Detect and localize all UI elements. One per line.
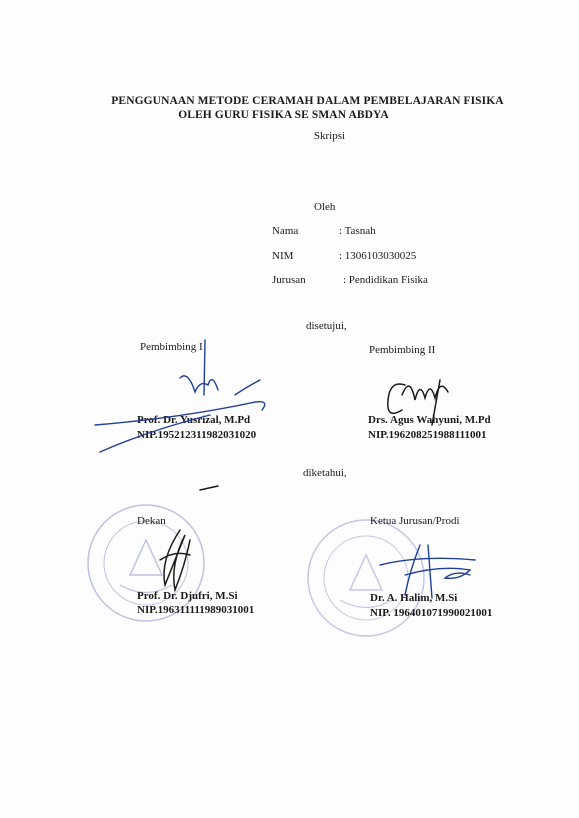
- pembimbing-1-nip: NIP.195212311982031020: [137, 429, 257, 441]
- pembimbing-1-name: Prof. Dr. Yusrizal, M.Pd: [137, 414, 251, 426]
- pembimbing-2-nip: NIP.196208251988111001: [368, 429, 487, 441]
- signature-ketua: [380, 545, 475, 598]
- ketua-role: Ketua Jurusan/Prodi: [370, 515, 460, 527]
- ketua-name: Dr. A. Halim, M.Si: [370, 592, 458, 604]
- approval-heading: disetujui,: [306, 320, 347, 332]
- document-title-line-2: OLEH GURU FISIKA SE SMAN ABDYA: [178, 109, 389, 121]
- signature-pembimbing-2: [388, 380, 448, 425]
- acknowledgement-heading: diketahui,: [303, 467, 347, 479]
- pembimbing-2-name: Drs. Agus Wahyuni, M.Pd: [368, 414, 491, 426]
- nim-value: : 1306103030025: [339, 250, 417, 262]
- by-label: Oleh: [314, 201, 336, 213]
- dekan-nip: NIP.196311111989031001: [137, 604, 255, 616]
- pembimbing-2-role: Pembimbing II: [369, 344, 436, 356]
- nama-label: Nama: [272, 225, 299, 237]
- nama-value: : Tasnah: [339, 225, 376, 237]
- ketua-nip: NIP. 196401071990021001: [370, 607, 493, 619]
- dekan-name: Prof. Dr. Djufri, M.Si: [137, 590, 238, 602]
- nim-label: NIM: [272, 250, 294, 262]
- jurusan-value: : Pendidikan Fisika: [343, 274, 428, 286]
- pembimbing-1-role: Pembimbing I: [140, 341, 203, 353]
- document-title-line-1: PENGGUNAAN METODE CERAMAH DALAM PEMBELAJARAN FISIKA: [111, 95, 504, 107]
- signature-pembimbing-1: [95, 340, 265, 452]
- document-type: Skripsi: [313, 130, 346, 142]
- jurusan-label: Jurusan: [272, 274, 306, 286]
- signature-dekan: [160, 486, 218, 590]
- dekan-role: Dekan: [137, 515, 166, 527]
